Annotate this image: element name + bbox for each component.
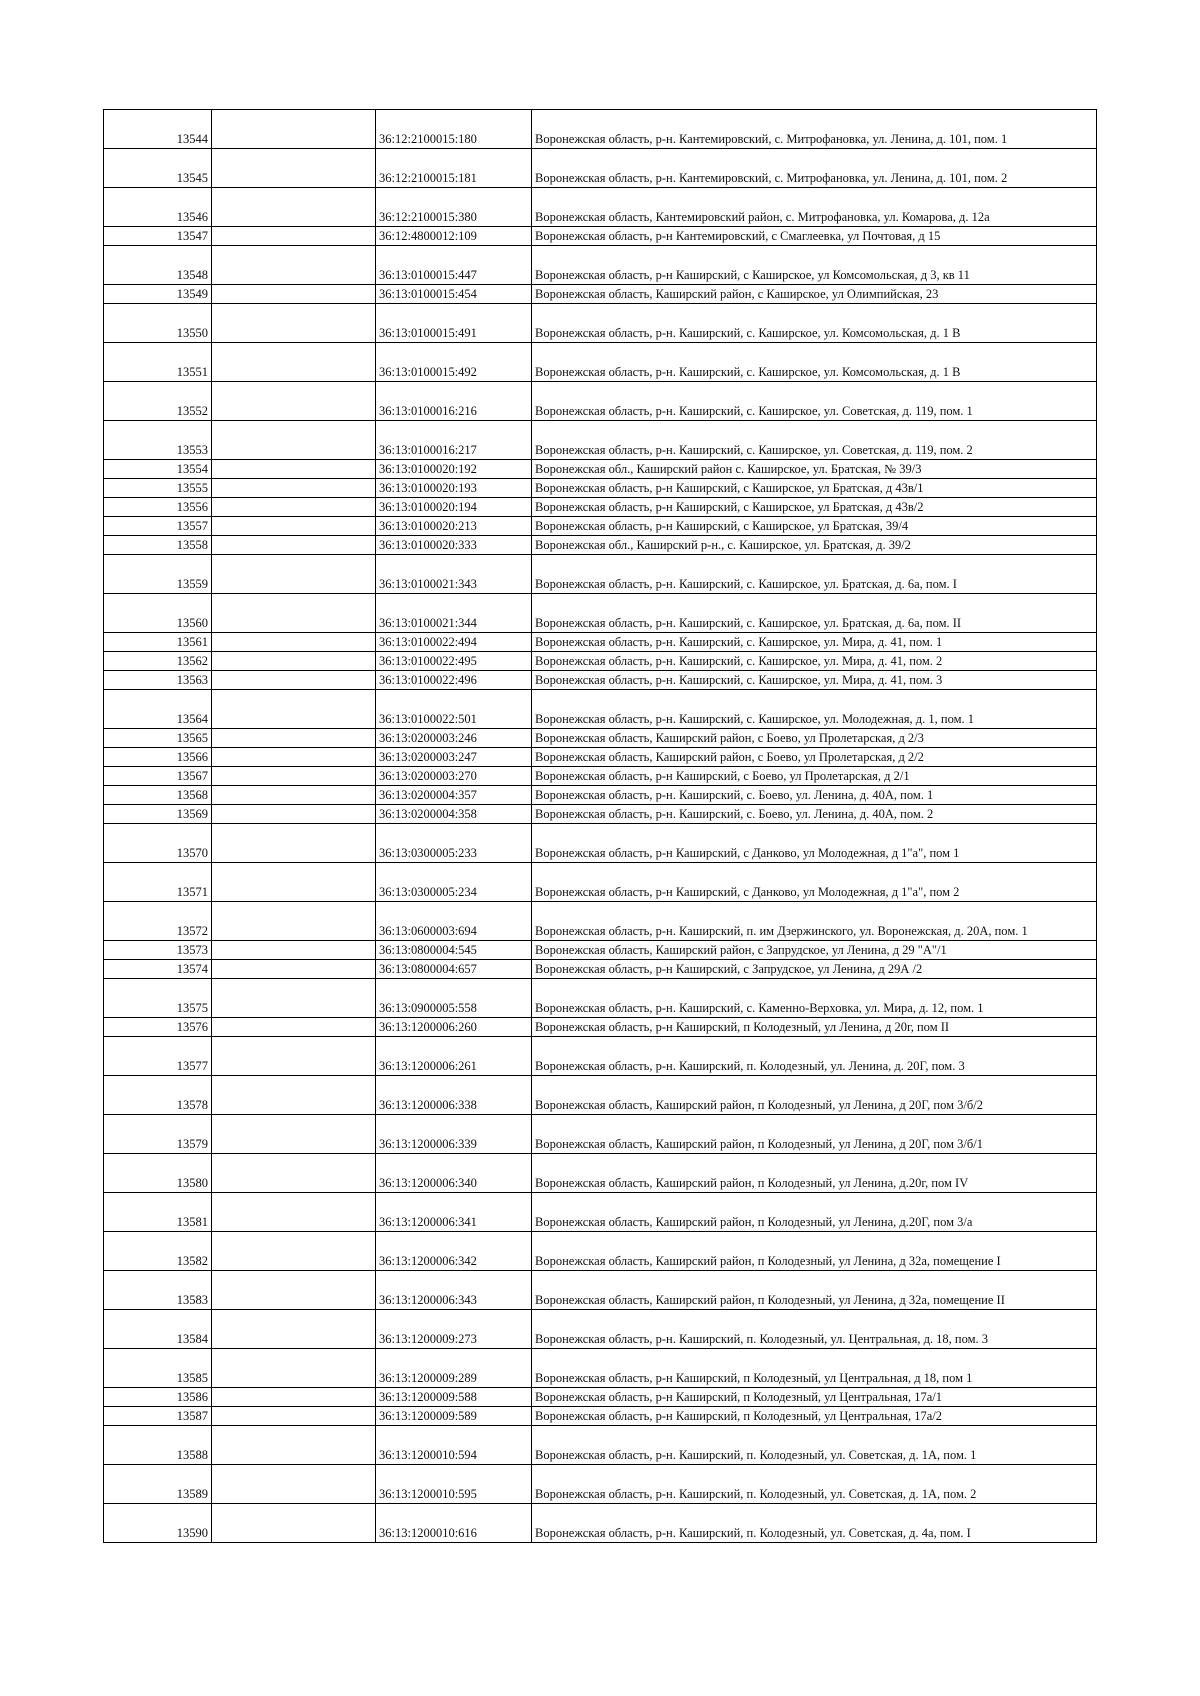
address-cell: Воронежская область, р-н Каширский, п Колодезный, ул Центральная, д 18, пом 1 <box>532 1349 1097 1388</box>
address-cell: Воронежская область, р-н. Каширский, п. Колодезный, ул. Советская, д. 4а, пом. I <box>532 1504 1097 1543</box>
cadastral-number-cell: 36:13:0100022:501 <box>376 690 532 729</box>
table-row <box>104 786 1097 805</box>
empty-cell <box>212 729 376 748</box>
address-cell: Воронежская область, р-н Каширский, с Каширское, ул Комсомольская, д 3, кв 11 <box>532 246 1097 285</box>
row-number-cell: 13553 <box>104 421 212 460</box>
table-row <box>104 460 1097 479</box>
row-number-cell: 13572 <box>104 902 212 941</box>
row-number-cell: 13544 <box>104 110 212 149</box>
row-number-cell: 13557 <box>104 517 212 536</box>
cadastral-number-cell: 36:13:0100015:447 <box>376 246 532 285</box>
cadastral-number-cell: 36:13:0100016:216 <box>376 382 532 421</box>
table-row <box>104 1426 1097 1465</box>
table-row <box>104 285 1097 304</box>
cadastral-number-cell: 36:13:1200006:339 <box>376 1115 532 1154</box>
address-cell: Воронежская обл., Каширский р-н., с. Каширское, ул. Братская, д. 39/2 <box>532 536 1097 555</box>
address-cell: Воронежская обл., Каширский район с. Каширское, ул. Братская, № 39/3 <box>532 460 1097 479</box>
table-row <box>104 594 1097 633</box>
table-row <box>104 227 1097 246</box>
row-number-cell: 13560 <box>104 594 212 633</box>
cadastral-number-cell: 36:13:1200009:289 <box>376 1349 532 1388</box>
cadastral-number-cell: 36:13:1200009:588 <box>376 1388 532 1407</box>
table-row <box>104 1232 1097 1271</box>
address-cell: Воронежская область, р-н Каширский, с Каширское, ул Братская, 39/4 <box>532 517 1097 536</box>
cadastral-number-cell: 36:13:0100022:494 <box>376 633 532 652</box>
address-cell: Воронежская область, Каширский район, п Колодезный, ул Ленина, д 32а, помещение I <box>532 1232 1097 1271</box>
row-number-cell: 13587 <box>104 1407 212 1426</box>
cadastral-number-cell: 36:13:0100020:213 <box>376 517 532 536</box>
address-cell: Воронежская область, Каширский район, с Боево, ул Пролетарская, д 2/2 <box>532 748 1097 767</box>
address-cell: Воронежская область, Каширский район, п Колодезный, ул Ленина, д 32а, помещение II <box>532 1271 1097 1310</box>
table-row <box>104 863 1097 902</box>
table-row <box>104 960 1097 979</box>
table-row <box>104 1388 1097 1407</box>
row-number-cell: 13570 <box>104 824 212 863</box>
row-number-cell: 13552 <box>104 382 212 421</box>
row-number-cell: 13565 <box>104 729 212 748</box>
table-row <box>104 1154 1097 1193</box>
address-cell: Воронежская область, Каширский район, п Колодезный, ул Ленина, д 20Г, пом 3/б/1 <box>532 1115 1097 1154</box>
empty-cell <box>212 941 376 960</box>
cadastral-number-cell: 36:13:0300005:234 <box>376 863 532 902</box>
address-cell: Воронежская область, р-н. Каширский, п. Колодезный, ул. Советская, д. 1А, пом. 1 <box>532 1426 1097 1465</box>
cadastral-number-cell: 36:13:0100021:344 <box>376 594 532 633</box>
empty-cell <box>212 1426 376 1465</box>
address-cell: Воронежская область, Каширский район, с Каширское, ул Олимпийская, 23 <box>532 285 1097 304</box>
cadastral-number-cell: 36:13:1200006:341 <box>376 1193 532 1232</box>
address-cell: Воронежская область, р-н Каширский, с Каширское, ул Братская, д 43в/1 <box>532 479 1097 498</box>
cadastral-number-cell: 36:12:2100015:180 <box>376 110 532 149</box>
empty-cell <box>212 671 376 690</box>
empty-cell <box>212 460 376 479</box>
empty-cell <box>212 246 376 285</box>
table-row <box>104 941 1097 960</box>
empty-cell <box>212 1115 376 1154</box>
table-row <box>104 1504 1097 1543</box>
row-number-cell: 13548 <box>104 246 212 285</box>
empty-cell <box>212 343 376 382</box>
cadastral-number-cell: 36:13:0100020:333 <box>376 536 532 555</box>
table-row <box>104 536 1097 555</box>
row-number-cell: 13586 <box>104 1388 212 1407</box>
empty-cell <box>212 1465 376 1504</box>
row-number-cell: 13561 <box>104 633 212 652</box>
row-number-cell: 13579 <box>104 1115 212 1154</box>
cadastral-number-cell: 36:13:0100016:217 <box>376 421 532 460</box>
cadastral-number-cell: 36:13:1200006:261 <box>376 1037 532 1076</box>
table-row <box>104 1465 1097 1504</box>
cadastral-number-cell: 36:13:1200010:595 <box>376 1465 532 1504</box>
cadastral-number-cell: 36:13:0100020:192 <box>376 460 532 479</box>
table-row <box>104 382 1097 421</box>
empty-cell <box>212 188 376 227</box>
empty-cell <box>212 979 376 1018</box>
empty-cell <box>212 517 376 536</box>
table-row <box>104 479 1097 498</box>
address-cell: Воронежская область, Каширский район, п Колодезный, ул Ленина, д 20Г, пом 3/б/2 <box>532 1076 1097 1115</box>
row-number-cell: 13580 <box>104 1154 212 1193</box>
cadastral-number-cell: 36:12:2100015:181 <box>376 149 532 188</box>
row-number-cell: 13559 <box>104 555 212 594</box>
empty-cell <box>212 555 376 594</box>
address-cell: Воронежская область, р-н Каширский, п Колодезный, ул Центральная, 17а/2 <box>532 1407 1097 1426</box>
table-row <box>104 555 1097 594</box>
cadastral-number-cell: 36:13:0900005:558 <box>376 979 532 1018</box>
cadastral-number-cell: 36:13:0100015:492 <box>376 343 532 382</box>
row-number-cell: 13558 <box>104 536 212 555</box>
empty-cell <box>212 1076 376 1115</box>
cadastral-number-cell: 36:13:0200004:357 <box>376 786 532 805</box>
empty-cell <box>212 690 376 729</box>
empty-cell <box>212 285 376 304</box>
address-cell: Воронежская область, Каширский район, п Колодезный, ул Ленина, д.20г, пом IV <box>532 1154 1097 1193</box>
empty-cell <box>212 863 376 902</box>
table-row <box>104 149 1097 188</box>
row-number-cell: 13584 <box>104 1310 212 1349</box>
row-number-cell: 13556 <box>104 498 212 517</box>
empty-cell <box>212 824 376 863</box>
row-number-cell: 13577 <box>104 1037 212 1076</box>
row-number-cell: 13563 <box>104 671 212 690</box>
table-row <box>104 748 1097 767</box>
row-number-cell: 13566 <box>104 748 212 767</box>
address-cell: Воронежская область, р-н. Каширский, с. Каширское, ул. Советская, д. 119, пом. 1 <box>532 382 1097 421</box>
row-number-cell: 13589 <box>104 1465 212 1504</box>
table-row <box>104 1193 1097 1232</box>
table-row <box>104 652 1097 671</box>
address-cell: Воронежская область, р-н. Каширский, с. Каширское, ул. Мира, д. 41, пом. 3 <box>532 671 1097 690</box>
table-row <box>104 1349 1097 1388</box>
table-row <box>104 110 1097 149</box>
empty-cell <box>212 110 376 149</box>
table-row <box>104 671 1097 690</box>
address-cell: Воронежская область, р-н. Каширский, с. Боево, ул. Ленина, д. 40А, пом. 1 <box>532 786 1097 805</box>
address-cell: Воронежская область, р-н. Каширский, с. Боево, ул. Ленина, д. 40А, пом. 2 <box>532 805 1097 824</box>
cadastral-number-cell: 36:12:4800012:109 <box>376 227 532 246</box>
row-number-cell: 13573 <box>104 941 212 960</box>
address-cell: Воронежская область, р-н Каширский, с Боево, ул Пролетарская, д 2/1 <box>532 767 1097 786</box>
empty-cell <box>212 536 376 555</box>
address-cell: Воронежская область, Каширский район, с Боево, ул Пролетарская, д 2/3 <box>532 729 1097 748</box>
cadastral-number-cell: 36:13:0800004:657 <box>376 960 532 979</box>
address-cell: Воронежская область, Каширский район, п Колодезный, ул Ленина, д.20Г, пом 3/а <box>532 1193 1097 1232</box>
cadastral-number-cell: 36:13:0100020:194 <box>376 498 532 517</box>
cadastral-number-cell: 36:13:1200006:338 <box>376 1076 532 1115</box>
address-cell: Воронежская область, р-н. Каширский, п. им Дзержинского, ул. Воронежская, д. 20А, пом. 1 <box>532 902 1097 941</box>
row-number-cell: 13562 <box>104 652 212 671</box>
empty-cell <box>212 786 376 805</box>
address-cell: Воронежская область, р-н. Кантемировский, с. Митрофановка, ул. Ленина, д. 101, пом. 2 <box>532 149 1097 188</box>
row-number-cell: 13583 <box>104 1271 212 1310</box>
row-number-cell: 13555 <box>104 479 212 498</box>
cadastral-number-cell: 36:13:1200009:589 <box>376 1407 532 1426</box>
address-cell: Воронежская область, р-н. Каширский, с. Каширское, ул. Молодежная, д. 1, пом. 1 <box>532 690 1097 729</box>
row-number-cell: 13549 <box>104 285 212 304</box>
table-row <box>104 1310 1097 1349</box>
address-cell: Воронежская область, р-н. Каширский, с. Каширское, ул. Мира, д. 41, пом. 2 <box>532 652 1097 671</box>
address-cell: Воронежская область, р-н Каширский, п Колодезный, ул Центральная, 17а/1 <box>532 1388 1097 1407</box>
table-row <box>104 421 1097 460</box>
table-row <box>104 1271 1097 1310</box>
row-number-cell: 13585 <box>104 1349 212 1388</box>
address-cell: Воронежская область, р-н. Каширский, п. Колодезный, ул. Советская, д. 1А, пом. 2 <box>532 1465 1097 1504</box>
empty-cell <box>212 1232 376 1271</box>
cadastral-number-cell: 36:13:1200009:273 <box>376 1310 532 1349</box>
empty-cell <box>212 633 376 652</box>
empty-cell <box>212 1037 376 1076</box>
row-number-cell: 13574 <box>104 960 212 979</box>
cadastral-number-cell: 36:13:0200003:246 <box>376 729 532 748</box>
empty-cell <box>212 304 376 343</box>
address-cell: Воронежская область, р-н Каширский, с Данково, ул Молодежная, д 1"а", пом 2 <box>532 863 1097 902</box>
row-number-cell: 13568 <box>104 786 212 805</box>
empty-cell <box>212 498 376 517</box>
row-number-cell: 13569 <box>104 805 212 824</box>
row-number-cell: 13582 <box>104 1232 212 1271</box>
table-row <box>104 902 1097 941</box>
cadastral-number-cell: 36:13:1200006:260 <box>376 1018 532 1037</box>
cadastral-number-cell: 36:13:1200010:594 <box>376 1426 532 1465</box>
property-register-table <box>103 109 1097 1543</box>
cadastral-number-cell: 36:13:0100020:193 <box>376 479 532 498</box>
row-number-cell: 13547 <box>104 227 212 246</box>
empty-cell <box>212 1504 376 1543</box>
table-row <box>104 343 1097 382</box>
row-number-cell: 13554 <box>104 460 212 479</box>
table-row <box>104 1407 1097 1426</box>
address-cell: Воронежская область, р-н Каширский, с Каширское, ул Братская, д 43в/2 <box>532 498 1097 517</box>
cadastral-number-cell: 36:13:0100015:454 <box>376 285 532 304</box>
table-row <box>104 805 1097 824</box>
empty-cell <box>212 652 376 671</box>
address-cell: Воронежская область, р-н Каширский, с Данково, ул Молодежная, д 1"а", пом 1 <box>532 824 1097 863</box>
row-number-cell: 13576 <box>104 1018 212 1037</box>
cadastral-number-cell: 36:12:2100015:380 <box>376 188 532 227</box>
address-cell: Воронежская область, р-н Кантемировский, с Смаглеевка, ул Почтовая, д 15 <box>532 227 1097 246</box>
address-cell: Воронежская область, Каширский район, с Запрудское, ул Ленина, д 29 "А"/1 <box>532 941 1097 960</box>
address-cell: Воронежская область, Кантемировский район, с. Митрофановка, ул. Комарова, д. 12а <box>532 188 1097 227</box>
cadastral-number-cell: 36:13:0100022:496 <box>376 671 532 690</box>
address-cell: Воронежская область, р-н. Каширский, с. Каширское, ул. Братская, д. 6а, пом. II <box>532 594 1097 633</box>
address-cell: Воронежская область, р-н. Каширский, с. Каширское, ул. Братская, д. 6а, пом. I <box>532 555 1097 594</box>
address-cell: Воронежская область, р-н Каширский, с Запрудское, ул Ленина, д 29А /2 <box>532 960 1097 979</box>
address-cell: Воронежская область, р-н. Каширский, с. Каширское, ул. Мира, д. 41, пом. 1 <box>532 633 1097 652</box>
cadastral-number-cell: 36:13:1200010:616 <box>376 1504 532 1543</box>
table-row <box>104 498 1097 517</box>
table-row <box>104 517 1097 536</box>
empty-cell <box>212 1349 376 1388</box>
cadastral-number-cell: 36:13:0100015:491 <box>376 304 532 343</box>
address-cell: Воронежская область, р-н. Каширский, с. Каширское, ул. Советская, д. 119, пом. 2 <box>532 421 1097 460</box>
table-row <box>104 633 1097 652</box>
table-row <box>104 729 1097 748</box>
empty-cell <box>212 1310 376 1349</box>
table-row <box>104 1018 1097 1037</box>
table-body <box>104 110 1097 1543</box>
empty-cell <box>212 421 376 460</box>
empty-cell <box>212 1407 376 1426</box>
table-row <box>104 690 1097 729</box>
table-row <box>104 824 1097 863</box>
empty-cell <box>212 1388 376 1407</box>
address-cell: Воронежская область, р-н. Каширский, с. Каменно-Верховка, ул. Мира, д. 12, пом. 1 <box>532 979 1097 1018</box>
address-cell: Воронежская область, р-н. Каширский, с. Каширское, ул. Комсомольская, д. 1 В <box>532 304 1097 343</box>
row-number-cell: 13590 <box>104 1504 212 1543</box>
empty-cell <box>212 1193 376 1232</box>
row-number-cell: 13550 <box>104 304 212 343</box>
empty-cell <box>212 960 376 979</box>
cadastral-number-cell: 36:13:0100022:495 <box>376 652 532 671</box>
cadastral-number-cell: 36:13:0600003:694 <box>376 902 532 941</box>
empty-cell <box>212 805 376 824</box>
cadastral-number-cell: 36:13:0100021:343 <box>376 555 532 594</box>
table-row <box>104 767 1097 786</box>
row-number-cell: 13567 <box>104 767 212 786</box>
empty-cell <box>212 149 376 188</box>
row-number-cell: 13588 <box>104 1426 212 1465</box>
row-number-cell: 13575 <box>104 979 212 1018</box>
table-row <box>104 246 1097 285</box>
table-row <box>104 1115 1097 1154</box>
table-row <box>104 304 1097 343</box>
address-cell: Воронежская область, р-н. Каширский, с. Каширское, ул. Комсомольская, д. 1 В <box>532 343 1097 382</box>
empty-cell <box>212 902 376 941</box>
empty-cell <box>212 382 376 421</box>
address-cell: Воронежская область, р-н. Каширский, п. Колодезный, ул. Центральная, д. 18, пом. 3 <box>532 1310 1097 1349</box>
address-cell: Воронежская область, р-н Каширский, п Колодезный, ул Ленина, д 20г, пом II <box>532 1018 1097 1037</box>
row-number-cell: 13545 <box>104 149 212 188</box>
empty-cell <box>212 767 376 786</box>
table-row <box>104 188 1097 227</box>
address-cell: Воронежская область, р-н. Кантемировский, с. Митрофановка, ул. Ленина, д. 101, пом. 1 <box>532 110 1097 149</box>
row-number-cell: 13564 <box>104 690 212 729</box>
row-number-cell: 13578 <box>104 1076 212 1115</box>
table-row <box>104 1037 1097 1076</box>
cadastral-number-cell: 36:13:1200006:340 <box>376 1154 532 1193</box>
empty-cell <box>212 1271 376 1310</box>
row-number-cell: 13571 <box>104 863 212 902</box>
table-row <box>104 979 1097 1018</box>
empty-cell <box>212 1154 376 1193</box>
empty-cell <box>212 594 376 633</box>
empty-cell <box>212 227 376 246</box>
cadastral-number-cell: 36:13:0300005:233 <box>376 824 532 863</box>
empty-cell <box>212 1018 376 1037</box>
empty-cell <box>212 748 376 767</box>
empty-cell <box>212 479 376 498</box>
address-cell: Воронежская область, р-н. Каширский, п. Колодезный, ул. Ленина, д. 20Г, пом. 3 <box>532 1037 1097 1076</box>
cadastral-number-cell: 36:13:1200006:342 <box>376 1232 532 1271</box>
cadastral-number-cell: 36:13:1200006:343 <box>376 1271 532 1310</box>
cadastral-number-cell: 36:13:0200003:247 <box>376 748 532 767</box>
cadastral-number-cell: 36:13:0200004:358 <box>376 805 532 824</box>
table-row <box>104 1076 1097 1115</box>
cadastral-number-cell: 36:13:0800004:545 <box>376 941 532 960</box>
row-number-cell: 13551 <box>104 343 212 382</box>
row-number-cell: 13546 <box>104 188 212 227</box>
row-number-cell: 13581 <box>104 1193 212 1232</box>
cadastral-number-cell: 36:13:0200003:270 <box>376 767 532 786</box>
